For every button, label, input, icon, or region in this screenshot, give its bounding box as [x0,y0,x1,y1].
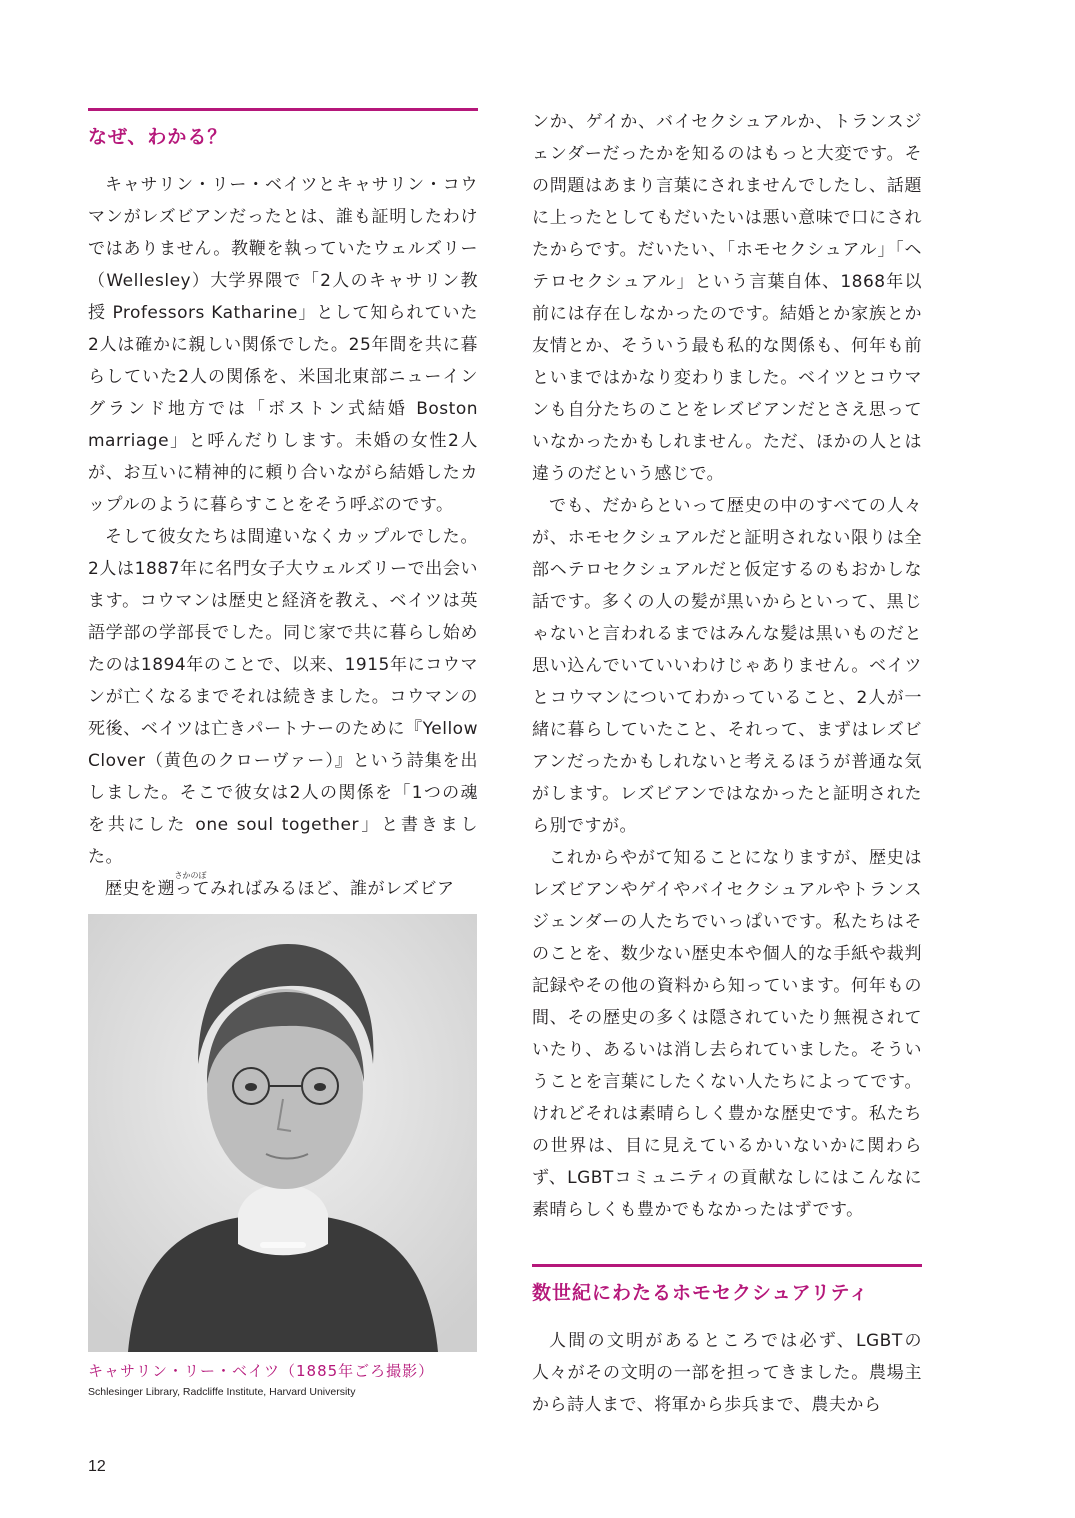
right-column [532,106,922,1421]
portrait-photo [88,914,477,1352]
paragraph: これからやがて知ることになりますが、歴史はレズビアンやゲイやバイセクシュアルやトランスジェンダーの人たちでいっぱいです。私たちはそのことを、数少ない歴史本や個人的な手紙や裁判記録やその他の資料から知っています。何年もの間、その歴史の多くは隠されていたり無視されていたり、あるいは消し去られていました。そういうことを言葉にしたくない人たちによってです。けれどそれは素晴らしく豊かな歴史です。私たちの世界は、目に見えているかいないかに関わらず、LGBTコミュニティの貢献なしにはこんなに素晴らしくも豊かでもなかったはずです。 [532,848,922,1220]
left-column [88,108,478,905]
paragraph: キャサリン・リー・ベイツとキャサリン・コウマンがレズビアンだったとは、誰も証明したわけではありません。教鞭を執っていたウェルズリー（Wellesley）大学界隈で「2人のキャサリン教授 Professors Katharine」として知られていた2人は確かに親しい関係でした。25年間を共に暮らしていた2人の関係を、米国北東部ニューイングランド地方では「ボストン式結婚 Boston marriage」と呼んだりします。未婚の女性2人が、お互いに精神的に頼り合いながら結婚したカップルのように暮らすことをそう呼ぶのです。 [88,175,478,515]
paragraph: そして彼女たちは間違いなくカップルでした。2人は1887年に名門女子大ウェルズリーで出会います。コウマンは歴史と経済を教え、ベイツは英語学部の学部長でした。同じ家で共に暮らし始めたのは1894年のことで、以来、1915年にコウマンが亡くなるまでそれは続きました。コウマンの死後、ベイツは亡きパートナーのために『Yellow Clover（黄色のクローヴァー）』という詩集を出しました。そこで彼女は2人の関係を「1つの魂を共にした one soul together」と書きました。 [88,527,478,867]
ruby-reading: さかのぼ [174,871,207,880]
section-rule [532,1264,922,1267]
paragraph: ンか、ゲイか、バイセクシュアルか、トランスジェンダーだったかを知るのはもっと大変です。その問題はあまり言葉にされませんでしたし、話題に上ったとしてもだいたいは悪い意味で口にされたからです。だいたい、「ホモセクシュアル」「ヘテロセクシュアル」という言葉自体、1868年以前には存在しなかったのです。結婚とか家族とか友情とか、そういう最も私的な関係も、何年も前といまではかなり変わりました。ベイツとコウマンも自分たちのことをレズビアンだとさえ思っていなかったかもしれません。ただ、ほかの人とは違うのだという感じで。 [532,112,922,484]
photo-credit: Schlesinger Library, Radcliffe Institute, Harvard University [88,1386,356,1398]
paragraph-text: ってみればみるほど、誰がレズビア [175,879,455,899]
paragraph: 人間の文明があるところでは必ず、LGBTの人々がその文明の一部を担ってきました。農場主から詩人まで、将軍から歩兵まで、農夫から [532,1331,922,1415]
photo-caption: キャサリン・リー・ベイツ（1885年ごろ撮影） [88,1362,435,1380]
portrait-image [88,914,477,1352]
section-heading: なぜ、わかる？ [88,126,228,148]
ruby-word [157,871,207,899]
section-2 [532,1264,922,1421]
page-number: 12 [88,1458,106,1475]
section-heading: 数世紀にわたるホモセクシュアリティ [532,1282,869,1304]
section-rule [88,108,478,111]
ruby-base: 遡 [157,879,175,899]
paragraph-text: 歴史を [105,879,158,899]
paragraph: でも、だからといって歴史の中のすべての人々が、ホモセクシュアルだと証明されない限りは全部ヘテロセクシュアルだと仮定するのもおかしな話です。多くの人の髪が黒いからといって、黒じゃないと言われるまではみんな髪は黒いものだと思い込んでいていいわけじゃありません。ベイツとコウマンについてわかっていること、2人が一緒に暮らしていたこと、それって、まずはレズビアンだったかもしれないと考えるほうが普通な気がします。レズビアンではなかったと証明されたら別ですが。 [532,496,922,836]
paragraph [88,873,478,905]
